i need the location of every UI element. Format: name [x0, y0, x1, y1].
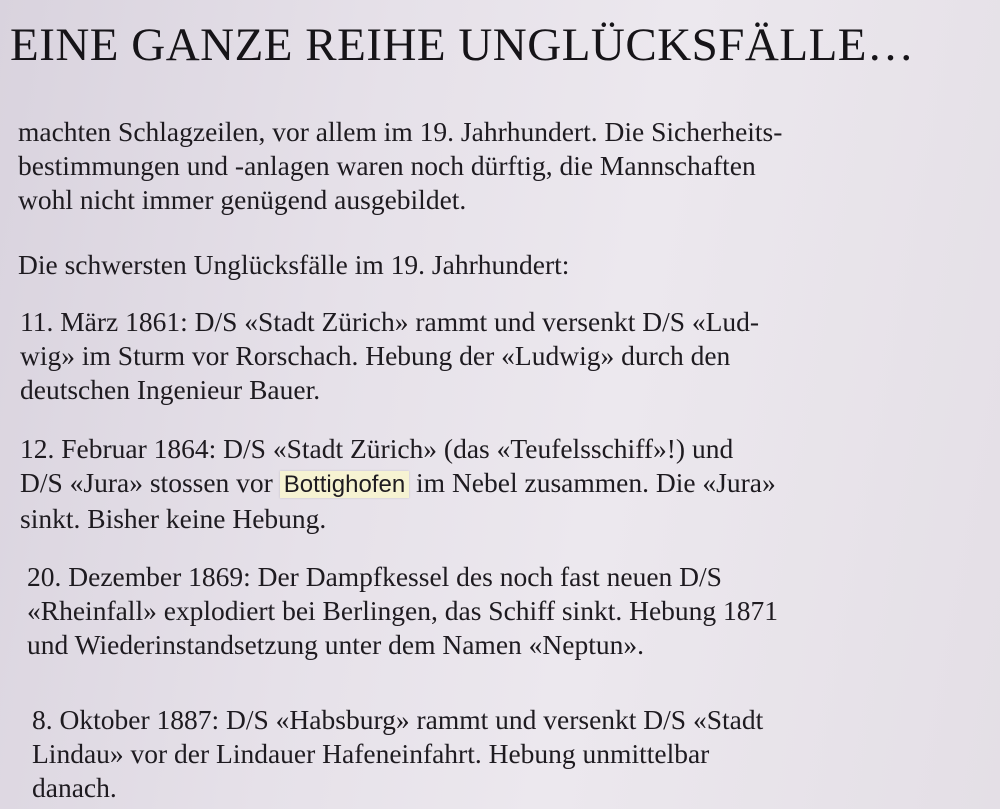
event-1864-line-2 — [20, 466, 960, 502]
event-1864-line-2-before: D/S «Jura» stossen vor — [20, 467, 280, 498]
page-title: EINE GANZE REIHE UNGLÜCKSFÄLLE… — [10, 19, 915, 71]
event-1869-line-3: und Wiederinstandsetzung unter dem Namen «Neptun». — [27, 629, 644, 660]
event-1861-line-2: wig» im Sturm vor Rorschach. Hebung der «Ludwig» durch den — [20, 340, 731, 371]
event-1887 — [32, 703, 932, 805]
event-1864-line-3: sinkt. Bisher keine Hebung. — [20, 503, 327, 534]
event-1864 — [20, 432, 960, 536]
intro-paragraph — [18, 115, 978, 217]
event-1887-line-2: Lindau» vor der Lindauer Hafeneinfahrt. Hebung unmittelbar — [32, 738, 710, 769]
intro-line-1: machten Schlagzeilen, vor allem im 19. Jahrhundert. Die Sicherheits- — [18, 116, 783, 147]
event-1861-line-1: 11. März 1861: D/S «Stadt Zürich» rammt und versenkt D/S «Lud- — [20, 306, 760, 337]
event-1864-line-2-after: im Nebel zusammen. Die «Jura» — [409, 467, 776, 498]
intro-line-2: bestimmungen und -anlagen waren noch dürftig, die Mannschaften — [18, 150, 756, 181]
intro-line-3: wohl nicht immer genügend ausgebildet. — [18, 184, 467, 215]
event-1864-line-1: 12. Februar 1864: D/S «Stadt Zürich» (das «Teufelsschiff»!) und — [20, 433, 734, 464]
list-heading-text: Die schwersten Unglücksfälle im 19. Jahrhundert: — [18, 249, 570, 280]
event-1861-line-3: deutschen Ingenieur Bauer. — [20, 374, 321, 405]
event-1869-line-2: «Rheinfall» explodiert bei Berlingen, das Schiff sinkt. Hebung 1871 — [27, 595, 779, 626]
event-1869 — [27, 560, 927, 662]
event-1861 — [20, 305, 920, 407]
event-1869-line-1: 20. Dezember 1869: Der Dampfkessel des noch fast neuen D/S — [27, 561, 722, 592]
place-label-sticker: Bottighofen — [280, 471, 409, 498]
list-heading — [18, 248, 978, 282]
event-1887-line-1: 8. Oktober 1887: D/S «Habsburg» rammt und versenkt D/S «Stadt — [32, 704, 764, 735]
event-1887-line-3: danach. — [32, 772, 117, 803]
